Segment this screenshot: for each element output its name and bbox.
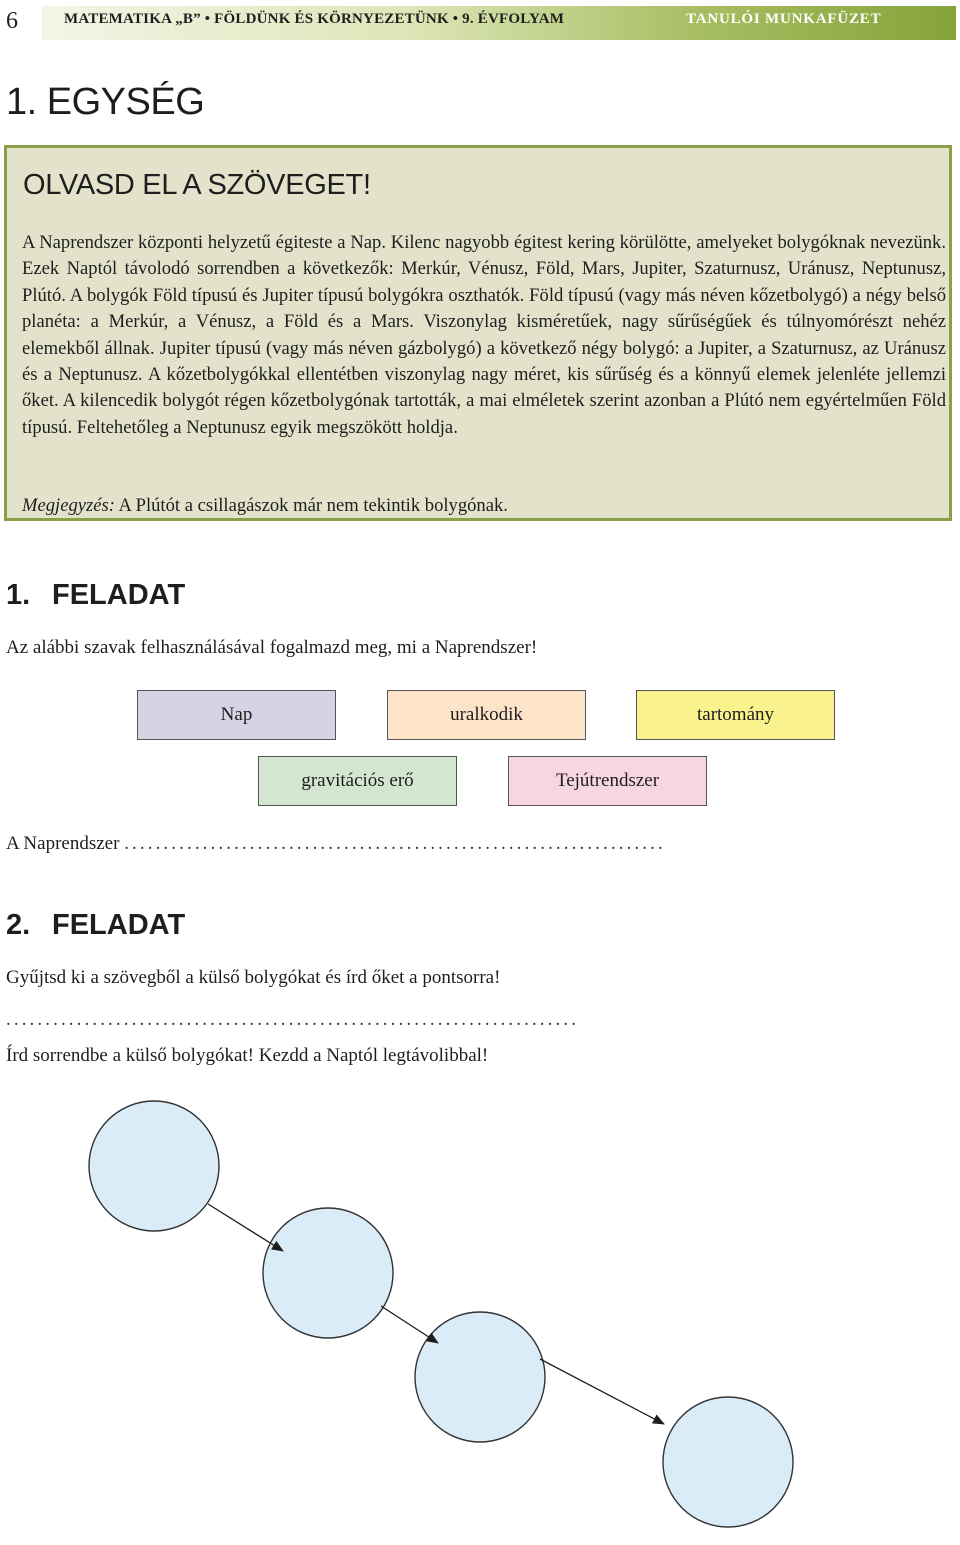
arrow-2-to-3 <box>381 1306 438 1343</box>
task1-title: FELADAT <box>52 579 186 611</box>
note-text: A Plútót a csillagászok már nem tekintik bolygónak. <box>114 495 508 516</box>
answer-prefix: A Naprendszer <box>6 833 120 854</box>
planet-circle-2[interactable] <box>263 1208 393 1338</box>
note-label: Megjegyzés: <box>22 495 115 516</box>
page-number: 6 <box>6 8 18 34</box>
task2-answer-line[interactable] <box>6 1008 952 1032</box>
task2-title: FELADAT <box>52 909 186 941</box>
reading-title: OLVASD EL A SZÖVEGET! <box>23 169 371 201</box>
arrow-1-to-2 <box>208 1204 283 1251</box>
word-box-gravitacios-ero: gravitációs erő <box>258 756 457 806</box>
word-box-tartomany: tartomány <box>636 690 835 740</box>
task1-instruction: Az alábbi szavak felhasználásával fogalmazd meg, mi a Naprendszer! <box>6 637 538 658</box>
task2-number: 2. <box>6 909 31 941</box>
task2-heading <box>6 908 185 942</box>
header-workbook-label: TANULÓI MUNKAFÜZET <box>686 11 882 27</box>
reading-note <box>22 493 508 519</box>
word-box-tejutrendszer: Tejútrendszer <box>508 756 707 806</box>
task2-instruction-order: Írd sorrendbe a külső bolygókat! Kezdd a Naptól legtávolibbal! <box>6 1045 489 1066</box>
reading-box <box>4 145 952 521</box>
task1-number: 1. <box>6 579 31 611</box>
reading-text: A Naprendszer központi helyzetű égiteste a Nap. Kilenc nagyobb égitest kering körülötte, amelyeket bolygóknak nevezünk. Ezek Naptól távolodó sorrendben a következők: Merkúr, Vénusz, Föld, Mars, Jupiter, Szaturnusz, Uránusz, Neptunusz, Plútó. A bolygók Föld típusú és Jupiter típusú bolygókra oszthatók. Föld típusú (vagy más néven kőzetbolygó) a négy belső planéta: a Merkúr, a Vénusz, a Föld és a Mars. Viszonylag kisméretűek, nagy sűrűségűek és túlnyomórészt nehéz elemekből állnak. Jupiter típusú (vagy más néven gázbolygó) a következő négy bolygó: a Jupiter, a Szaturnusz, az Uránusz és a Neptunusz. A kőzetbolygókkal ellentétben viszonylag nagy méret, kis sűrűség és a könnyű elemek jelenléte jellemzi őket. A kilencedik bolygót régen kőzetbolygónak tartották, a mai elméletek szerint azonban a Plútó nem egyértelműen Föld típusú. Feltehetőleg a Neptunusz egyik megszökött holdja. <box>22 232 946 438</box>
planet-circle-1[interactable] <box>89 1101 219 1231</box>
answer-dots: ......................................................................... <box>6 1009 580 1030</box>
planet-circle-3[interactable] <box>415 1312 545 1442</box>
word-box-uralkodik: uralkodik <box>387 690 586 740</box>
header-course-title: MATEMATIKA „B” • FÖLDÜNK ÉS KÖRNYEZETÜNK • 9. ÉVFOLYAM <box>64 11 565 27</box>
planet-circle-4[interactable] <box>663 1397 793 1527</box>
planet-order-diagram <box>0 1080 960 1540</box>
task1-answer-line[interactable] <box>6 832 952 856</box>
word-box-nap: Nap <box>137 690 336 740</box>
task2-instruction-collect: Gyűjtsd ki a szövegből a külső bolygókat és írd őket a pontsorra! <box>6 967 501 988</box>
unit-title: 1. EGYSÉG <box>6 81 205 123</box>
arrow-3-to-4 <box>540 1359 664 1424</box>
task1-heading <box>6 578 185 612</box>
answer-dots: ..................................................................... <box>124 833 666 854</box>
